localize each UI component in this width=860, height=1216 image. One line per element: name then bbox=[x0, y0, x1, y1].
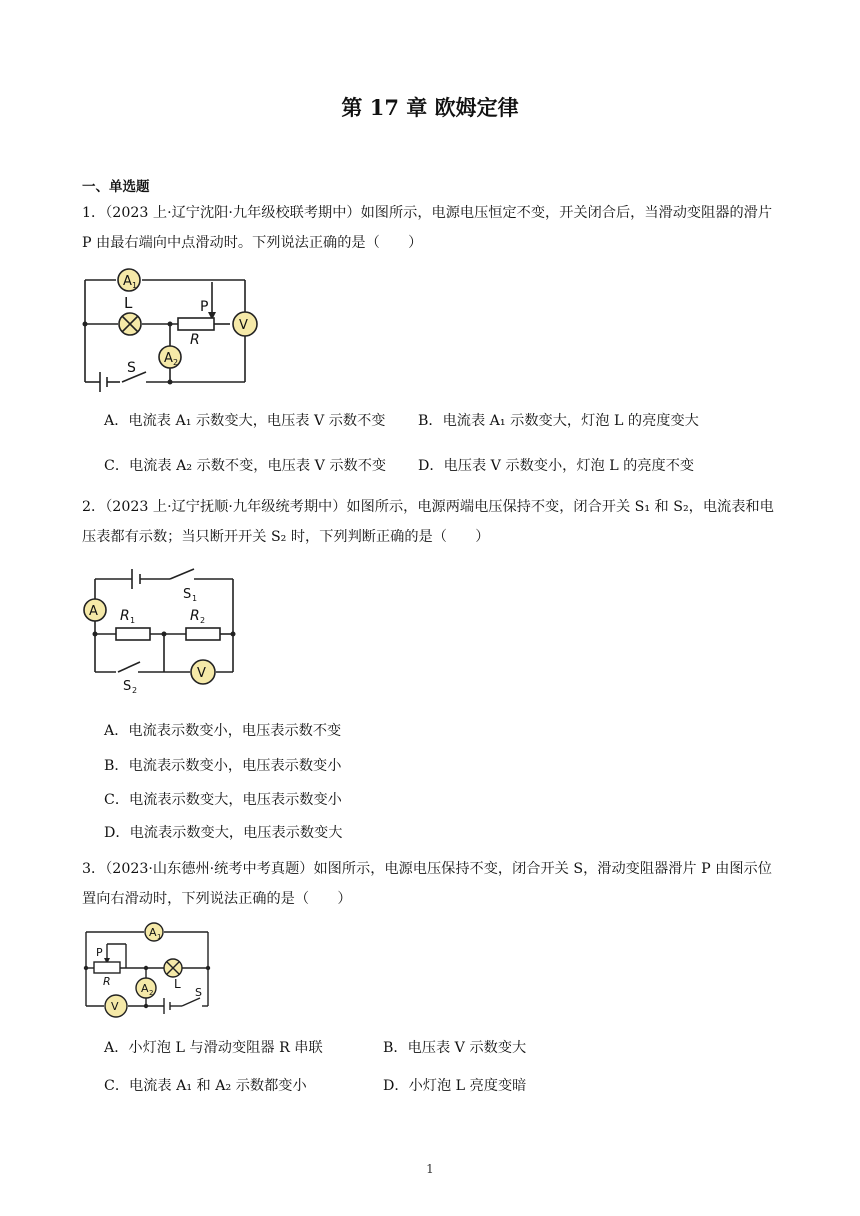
r1-subscript: 1 bbox=[130, 616, 136, 625]
question-3-option-b: B．电压表 V 示数变大 bbox=[383, 1040, 527, 1056]
question-3-circuit-diagram bbox=[78, 922, 218, 1022]
question-2-option-b: B．电流表示数变小，电压表示数变小 bbox=[104, 758, 342, 774]
r2-label: R bbox=[190, 608, 200, 624]
page-title: 第 17 章 欧姆定律 bbox=[341, 95, 519, 120]
ammeter-a1-label: A bbox=[123, 274, 132, 289]
question-3-option-c: C．电流表 A₁ 和 A₂ 示数都变小 bbox=[104, 1078, 307, 1094]
s2-label: S bbox=[123, 679, 132, 694]
question-1-text: 1．（2023 上·辽宁沈阳·九年级校联考期中）如图所示，电源电压恒定不变，开关闭合后，当滑动变阻器的滑片 P 由最右端向中点滑动时。下列说法正确的是（ ） bbox=[82, 205, 773, 251]
question-2-option-d: D．电流表示数变大，电压表示数变大 bbox=[104, 825, 343, 841]
ammeter-a1-subscript: 1 bbox=[132, 281, 138, 290]
r2-subscript: 2 bbox=[200, 616, 206, 625]
question-1-option-a: A．电流表 A₁ 示数变大，电压表 V 示数不变 bbox=[104, 413, 386, 429]
resistor-label: R bbox=[103, 975, 111, 988]
question-2-option-a: A．电流表示数变小，电压表示数不变 bbox=[104, 723, 342, 739]
switch-label: S bbox=[195, 986, 202, 999]
lamp-label: L bbox=[174, 977, 181, 991]
switch-label: S bbox=[127, 360, 136, 376]
voltmeter-label: V bbox=[111, 1000, 119, 1013]
voltmeter-label: V bbox=[197, 666, 206, 681]
ammeter-label: A bbox=[89, 604, 98, 619]
question-1-option-d: D．电压表 V 示数变小，灯泡 L 的亮度不变 bbox=[418, 458, 695, 474]
ammeter-a2-subscript: 2 bbox=[149, 989, 154, 997]
question-3-option-a: A．小灯泡 L 与滑动变阻器 R 串联 bbox=[104, 1040, 323, 1056]
ammeter-a1-label: A bbox=[149, 926, 157, 939]
question-2-option-c: C．电流表示数变大，电压表示数变小 bbox=[104, 792, 342, 808]
ammeter-a2-subscript: 2 bbox=[173, 358, 179, 367]
resistor-label: R bbox=[190, 332, 200, 348]
question-1-option-b: B．电流表 A₁ 示数变大，灯泡 L 的亮度变大 bbox=[418, 413, 699, 429]
lamp-label: L bbox=[124, 294, 133, 312]
voltmeter-label: V bbox=[239, 318, 248, 333]
s1-label: S bbox=[183, 587, 192, 602]
ammeter-a1-subscript: 1 bbox=[157, 933, 162, 941]
slider-label: P bbox=[96, 946, 103, 959]
r1-label: R bbox=[120, 608, 130, 624]
ammeter-a2-label: A bbox=[164, 351, 173, 366]
s2-subscript: 2 bbox=[132, 686, 138, 695]
question-2-text: 2．（2023 上·辽宁抚顺·九年级统考期中）如图所示，电源两端电压保持不变，闭合开关 S₁ 和 S₂，电流表和电压表都有示数；当只断开开关 S₂ 时，下列判断正确的是（ ） bbox=[82, 499, 774, 545]
question-2-circuit-diagram bbox=[80, 564, 245, 699]
question-3-text: 3．（2023·山东德州·统考中考真题）如图所示，电源电压保持不变，闭合开关 S，滑动变阻器滑片 P 由图示位置向右滑动时，下列说法正确的是（ ） bbox=[82, 861, 772, 907]
question-1-option-c: C．电流表 A₂ 示数不变，电压表 V 示数不变 bbox=[104, 458, 387, 474]
question-1-circuit-diagram bbox=[80, 262, 280, 397]
section-title: 一、单选题 bbox=[82, 179, 150, 195]
s1-subscript: 1 bbox=[192, 594, 198, 603]
slider-label: P bbox=[200, 299, 209, 315]
ammeter-a2-label: A bbox=[141, 982, 149, 995]
page-number: 1 bbox=[426, 1162, 434, 1176]
question-3-option-d: D．小灯泡 L 亮度变暗 bbox=[383, 1078, 527, 1094]
